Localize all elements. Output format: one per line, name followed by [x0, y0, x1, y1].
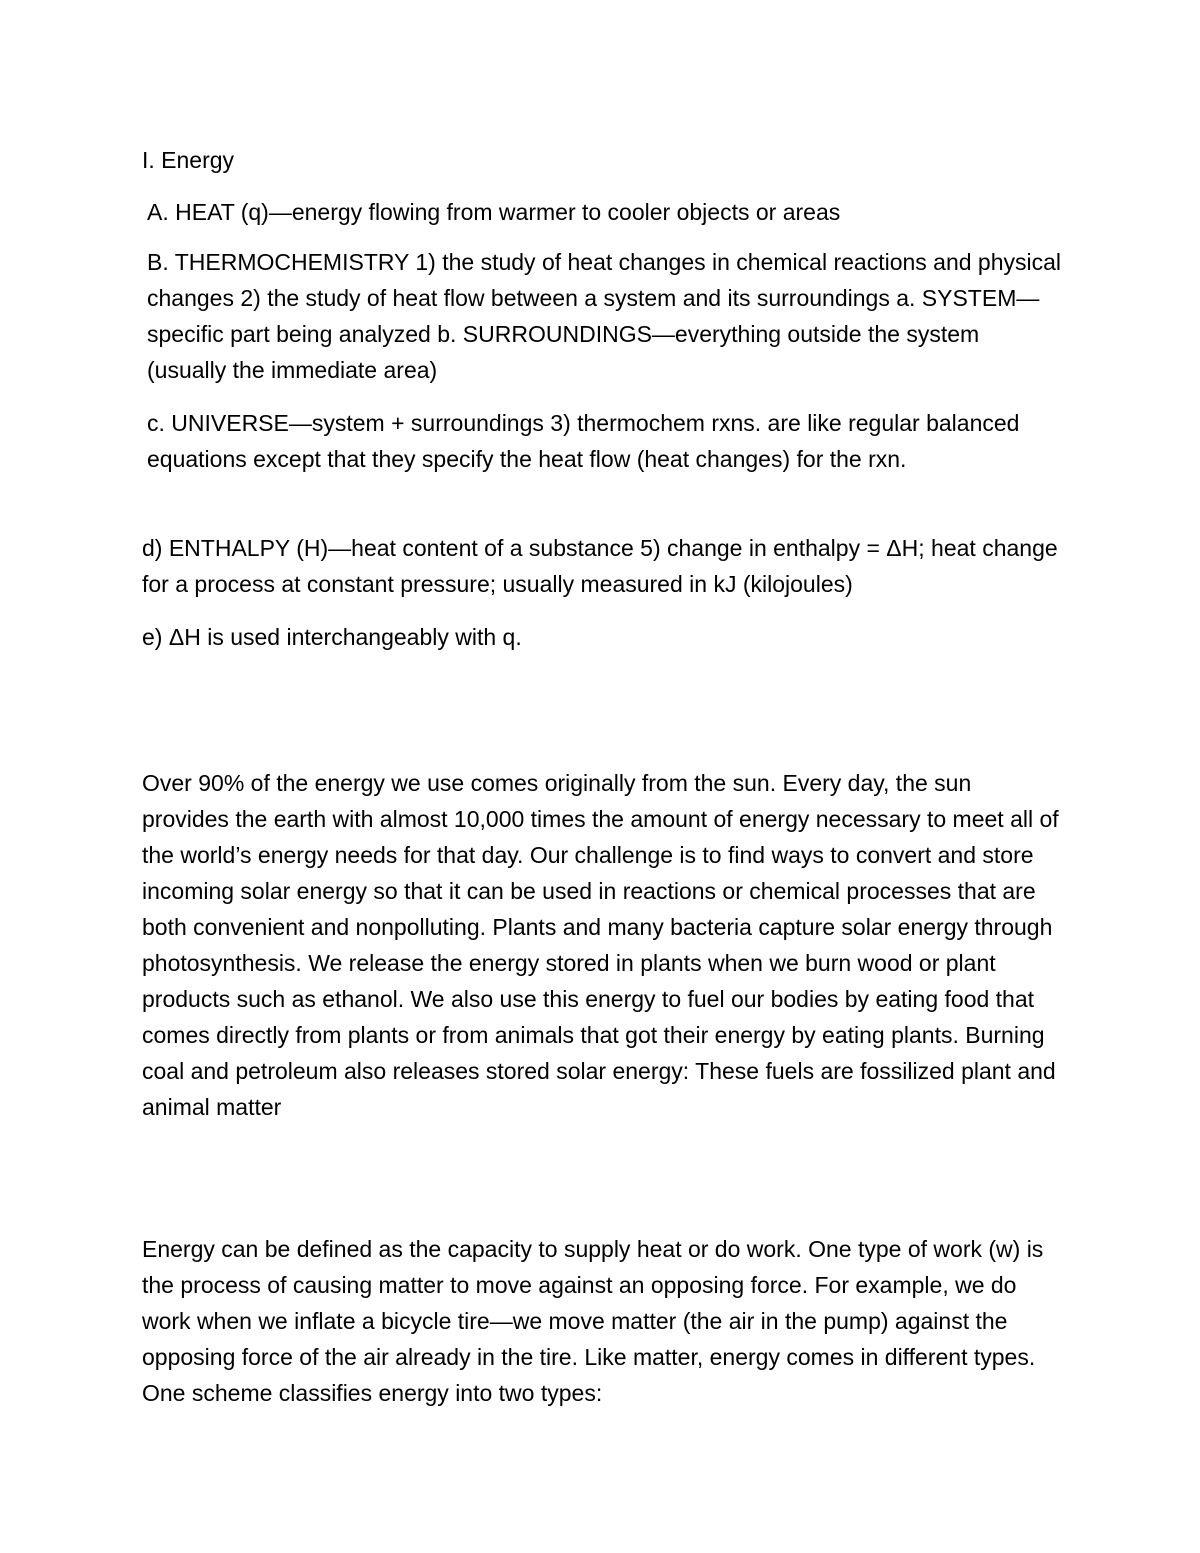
list-item-delta-h: e) ΔH is used interchangeably with q. [142, 624, 522, 650]
list-item-thermochemistry: B. THERMOCHEMISTRY 1) the study of heat changes in chemical reactions and physical changes 2) the study of heat flow between a system and its surroundings a. SYSTEM—specific part being analyzed b. SURROUNDINGS—everything outside the system (usually the immediate area) [147, 249, 1062, 383]
paragraph-solar-energy: Over 90% of the energy we use comes originally from the sun. Every day, the sun provides the earth with almost 10,000 times the amount of energy necessary to meet all of the world’s energy needs for that day. Our challenge is to find ways to convert and store incoming solar energy so that it can be used in reactions or chemical processes that are both convenient and nonpolluting. Plants and many bacteria capture solar energy through photosynthesis. We release the energy stored in plants when we burn wood or plant products such as ethanol. We also use this energy to fuel our bodies by eating food that comes directly from plants or from animals that got their energy by eating plants. Burning coal and petroleum also releases stored solar energy: These fuels are fossilized plant and animal matter [142, 770, 1059, 1120]
section-heading: I. Energy [142, 147, 235, 173]
list-item-heat: A. HEAT (q)—energy flowing from warmer to cooler objects or areas [147, 199, 841, 225]
list-item-enthalpy: d) ENTHALPY (H)—heat content of a substance 5) change in enthalpy = ΔH; heat change for a process at constant pressure; usually measured in kJ (kilojoules) [142, 535, 1058, 597]
list-item-universe: c. UNIVERSE—system + surroundings 3) thermochem rxns. are like regular balanced equations except that they specify the heat flow (heat changes) for the rxn. [147, 410, 1020, 472]
paragraph-energy-work: Energy can be defined as the capacity to supply heat or do work. One type of work (w) is the process of causing matter to move against an opposing force. For example, we do work when we inflate a bicycle tire—we move matter (the air in the pump) against the opposing force of the air already in the tire. Like matter, energy comes in different types. One scheme classifies energy into two types: [142, 1236, 1044, 1406]
